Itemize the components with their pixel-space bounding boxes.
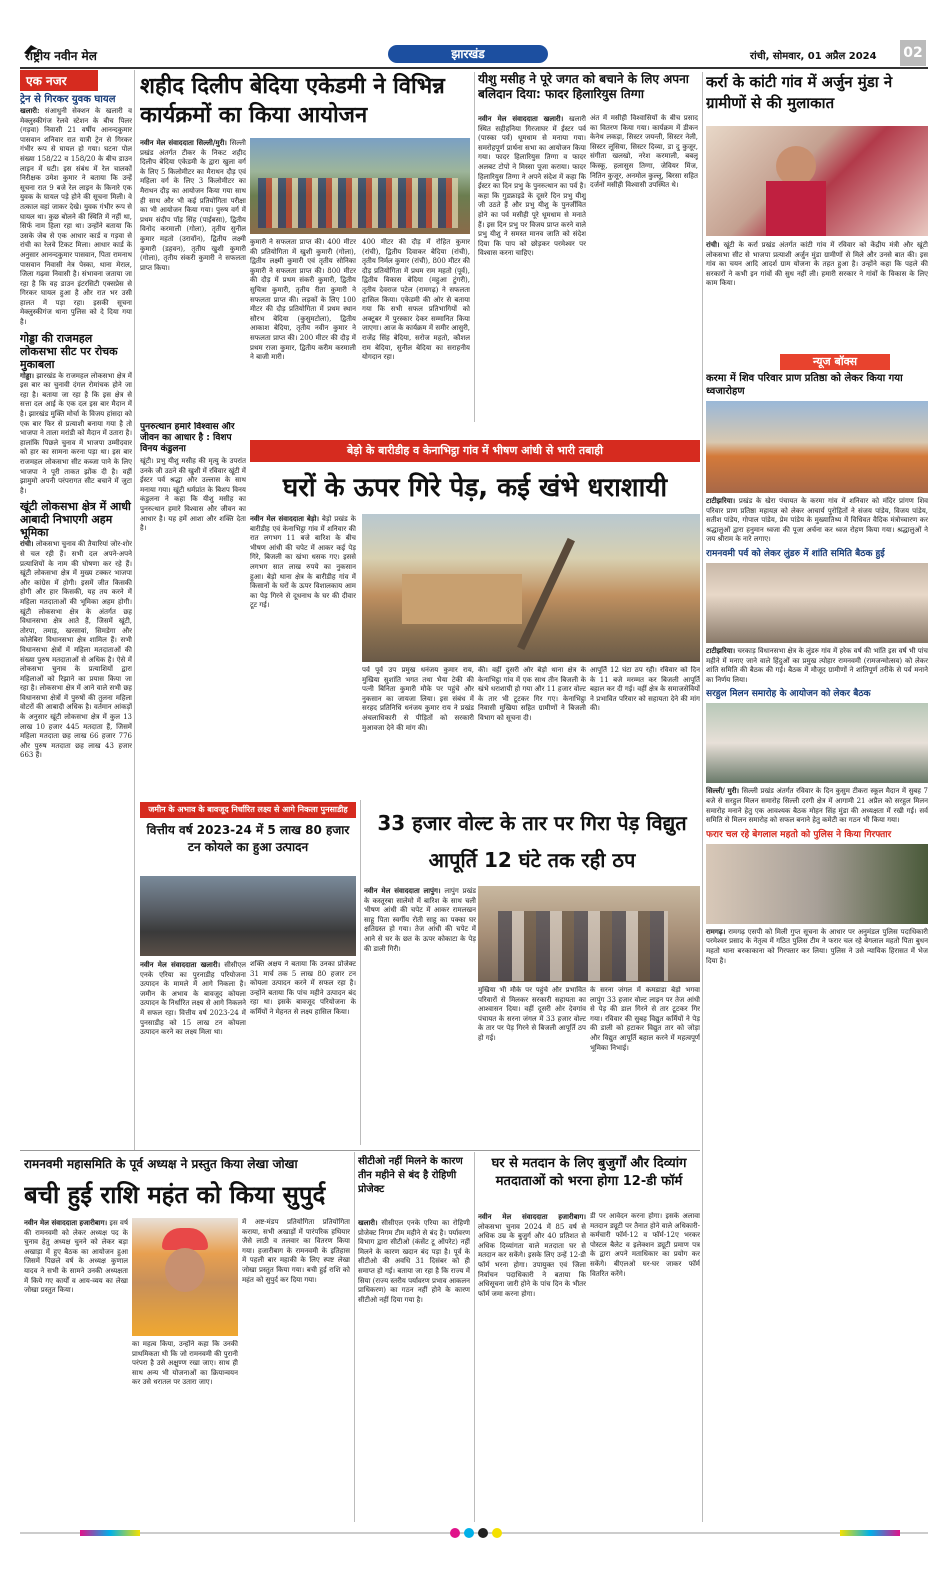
coal-headline: वित्तीय वर्ष 2023-24 में 5 लाख 80 हजार टन कोयले का हुआ उत्पादन bbox=[146, 823, 350, 854]
dateline: रांची, सोमवार, 01 अप्रैल 2024 bbox=[750, 51, 877, 62]
easter-body: नवीन मेल संवाददाता खलारी। खलारी स्थित सहीहनिया गिरजाघर में ईस्टर पर्व (पास्का पर्व) धूमधाम से मनाया गया। समरोहपूर्ण प्रार्थना सभा का आयोजन किया गया। फादर हिलारियुस तिग्गा व फादर अलबट टोपो ने मिस्सा पूजा कराया। फादर हिलारियुस तिग्गा ने अपने संदेश में कहा कि ईस्टर का दिन प्रभु के पुनरुत्थान का पर्व है। कहा कि गुडफ्राइडे के दूसरे दिन प्रभु यीशु जी उठते हैं और प्रभु यीशु के पुनर्जीवित होने का पर्व मसीही पूरे धूमधाम से मनाते हैं। इस दिन प्रभु पर विजय प्राप्त करने वाले प्रभु यीशु ने समस्त मानव जाति को संदेश दिया कि पाप को छोड़कर परमेश्वर पर विश्वास करना चाहिए। bbox=[478, 114, 586, 258]
news-item-body: टाटीझरिया। प्रखंड के खेरा पंचायत के करमा गांव में शनिवार को मंदिर प्रांगण शिव परिवार प्राण प्रतिष्ठा महायज्ञ को लेकर आचार्य पुरोहितों ने संजय पांडेय, विजय पांडेय, सतीश पांडेय, गोपाल पांडेय, प्रेम पांडेय के मुख्यातिथ्य में विधिवत वैदिक मंत्रोच्चारण कर श्रद्धालुओं द्वारा हनुमान ध्वजा की पूजा अर्चना कर ध्वज रोहण किया गया। श्रद्धालुओं ने जय श्रीराम के नारे लगाए। bbox=[706, 496, 928, 544]
registration-bar bbox=[20, 1528, 928, 1538]
news-item-title: रामनवमी पर्व को लेकर लुंडरु में शांति समिति बैठक हुई bbox=[706, 548, 885, 559]
story-title: खूंटी लोकसभा क्षेत्र में आधी आबादी निभाएगी अहम भूमिका bbox=[20, 500, 131, 540]
academy-body: कुमारी ने सफलता प्राप्त की। 400 मीटर की प्रतियोगिता में खुशी कुमारी (गोला), द्वितीय लक्ष्मी कुमारी एवं तृतीय सोनिका कुमारी ने सफलता प्राप्त की। 800 मीटर की दौड़ में प्रथम संकरी कुमारी, द्वितीय सुचित्रा कुमारी, तृतीय रीता कुमारी ने सफलता प्राप्त की। लड़कों के लिए 100 मीटर की दौड़ प्रतियोगिता में प्रथम स्थान सौरभ बेदिया (कुसुमटोला), द्वितीय आकाश बेदिया, तृतीय नवीन कुमार ने सफलता प्राप्त की। 200 मीटर की दौड़ में प्रथम राजा कुमार, द्वितीय करीम करमाली ने बाजी मारी। bbox=[250, 238, 356, 362]
story-title: ट्रेन से गिरकर युवक घायल bbox=[20, 94, 116, 105]
story-body: गोड्डा। झारखंड के राजमहल लोकसभा क्षेत्र में इस बार का चुनावी दंगल रोमांचक होने जा रहा है। बताया जा रहा है कि इस क्षेत्र से सत्ता दल आई के एक दल इस बार मैदान में है। झारखंड मुक्ति मोर्चा के विजय हांसदा को एक बार फिर से प्रत्याशी बनाया गया है तो भाजपा ने ताला मरांडी को मैदान में उतारा है। हालांकि पिछले चुनाव में भाजपा उम्मीदवार को हार का सामना करना पड़ा था। इस बार राजमहल लोकसभा सीट कब्जा पाने के लिए भाजपा ने पूरी ताकत झोंक दी है। वहीं झामुमो अपनी परंपरागत सीट बचाने में जुटा है। bbox=[20, 370, 132, 495]
villagers-photo bbox=[478, 886, 700, 982]
mahant-body: का महत्व किया, उन्होंने कहा कि उनकी प्राथमिकता थी कि जो रामनवमी की पुरानी परंपरा है उसे अक्षुण्ण रखा जाए। साथ ही साथ अन्य भी योजनाओं का क्रियान्वयन कर उसे धरातल पर उतारा जाए। bbox=[132, 1340, 238, 1387]
mahant-photo bbox=[132, 1218, 238, 1336]
news-item-body: टाटीझरिया। चरकाड़ विधानसभा क्षेत्र के लुंडरु गांव में हरेक वर्ष की भांति इस वर्ष भी पांच महीने में मनाए जाने वाले हिंदुओं का प्रमुख त्योहार रामनवमी (रामजन्मोत्सव) को लेकर शांति समिति की बैठक की गई। बैठक में मौजूद ग्रामीणों ने शांतिपूर्ण तरीके से पर्व मनाने का निर्णय लिया। bbox=[706, 645, 928, 684]
storm-body: आपूर्ति 12 घंटा ठप रही। रविवार को दिन के 11 बजे मरम्मत कर बिजली आपूर्ति बहाल कर दी गई। वहीं क्षेत्र के समाजसेवियों ने प्रभावित परिवार को सहायता देने की मांग की। bbox=[590, 666, 700, 713]
section-tab: झारखंड bbox=[388, 45, 548, 63]
mahant-body: नवीन मेल संवाददाता हजारीबाग। इस वर्ष की रामनवमी को लेकर अध्यक्ष पद के चुनाव हेतु अध्यक्ष चुनने को लेकर बड़ा अखाड़ा में हुए बैठक का आयोजन हुआ जिसमें पिछले वर्ष के अध्यक्ष कुणाल यादव ने सभी के सामने उनकी अध्यक्षता में किये गए कार्यों व आय-व्यय का लेखा जोखा प्रस्तुत किया। bbox=[24, 1218, 128, 1295]
munda-photo bbox=[706, 126, 928, 236]
coal-kicker: जमीन के अभाव के बावजूद निर्धारित लक्ष्य से आगे निकला पुनसाडीह bbox=[140, 802, 356, 818]
academy-headline: शहीद दिलीप बेदिया एकेडमी ने विभिन्न कार्यक्रमों का किया आयोजन bbox=[140, 74, 445, 128]
story-title: गोड्डा की राजमहल लोकसभा सीट पर रोचक मुकाबला bbox=[20, 331, 118, 371]
munda-body: रांची। खूंटी के कर्रा प्रखंड अंतर्गत कांटी गांव में रविवार को केंद्रीय मंत्री और खूंटी लोकसभा सीट से भाजपा प्रत्याशी अर्जुन मुंडा ग्रामीणों से मिले और उनसे बात की। इस गांव का चयन आदि आदर्श ग्राम योजना के तहत हुआ है। उन्होंने कहा कि पहले की सरकारों ने कभी इन गांवों की सुध नहीं ली। हमारी सरकार ने गांवों के विकास के लिए काम किया। bbox=[706, 240, 928, 288]
easter-body: अंत में मसीही विश्वासियों के बीच प्रसाद का वितरण किया गया। कार्यक्रम में डीकन केनेथ लकड़ा, सिस्टर जयन्ती, सिस्टर नेली, सिस्टर लूसिया, सिस्टर दिव्या, डा दु कुजूर, संगीता खलखो, नरेश करमाली, बबलू किस्कू, हलासुस तिग्गा, जेवियर मिंज, नितिन कुजूर, अनमोल कुल्लू, बिरसा सहित दर्जनों मसीही विश्वासी उपस्थित थे। bbox=[590, 114, 698, 190]
fallen-tree-photo bbox=[362, 514, 700, 662]
munda-headline: कर्रा के कांटी गांव में अर्जुन मुंडा ने ग्रामीणों से की मुलाकात bbox=[706, 73, 893, 112]
arrest-photo bbox=[706, 844, 928, 924]
story-body: रांची। लोकसभा चुनाव की तैयारियां जोर-शोर से चल रही हैं। सभी दल अपने-अपने प्रत्याशियों के नाम की घोषणा कर रहे हैं। खूंटी लोकसभा क्षेत्र में मुख्य टक्कर भाजपा और कांग्रेस में होगी। इसमें जीत किसकी होगी और हार किसकी, यह तय करने में महिला मतदाताओं की भूमिका अहम होगी। खूंटी लोकसभा क्षेत्र के अंतर्गत छह विधानसभा क्षेत्र आते हैं, जिसमें खूंटी, तोरपा, तमाड़, खरसावां, सिमडेगा और कोलेबिरा विधानसभा क्षेत्र शामिल हैं। सभी विधानसभा क्षेत्रों में महिला मतदाताओं की संख्या पुरुष मतदाताओं से अधिक है। ऐसे में लोकसभा चुनाव के प्रत्याशियों द्वारा महिलाओं को रिझाने का प्रयास किया जा रहा है। लोकसभा क्षेत्र में आने वाले सभी छह विधानसभा क्षेत्रों में पुरुषों की तुलना महिला वोटरों की आबादी अधिक है। वर्तमान आंकड़ों के अनुसार खूंटी लोकसभा क्षेत्र में कुल 13 लाख 10 हजार 445 मतदाता हैं, जिसमें महिला मतदाता छह लाख 66 हजार 776 और पुरुष मतदाता छह लाख 43 हजार 663 हैं। bbox=[20, 539, 132, 760]
column-divider bbox=[474, 1152, 475, 1522]
news-box-label: न्यूज बॉक्स bbox=[780, 354, 890, 370]
mahant-kicker: रामनवमी महासमिति के पूर्व अध्यक्ष ने प्रस्तुत किया लेखा जोखा bbox=[24, 1157, 298, 1171]
wire-headline: 33 हजार वोल्ट के तार पर गिरा पेड़ विद्युत आपूर्ति 12 घंटे तक रही ठप bbox=[377, 811, 687, 872]
storm-body: पर्व पूर्व उप प्रमुख धनंजय कुमार राय, मुखिया सुशांति भगत तथा भैया टेकी की पत्नी बिनिता कुमारी मौके पर पहुंचे और नुकसान का जायजा लिया। इस संबंध में सरहद प्रतिनिधि धनंजय कुमार राय ने प्रखंड अंचलाधिकारी से पीड़ितों को सरकारी मुआवजा देने की मांग की। bbox=[362, 666, 474, 732]
coal-body: नवीन मेल संवाददाता खलारी। सीसीएल एनके एरिया का पुरनाडीह परियोजना उत्पादन के मामले में आगे निकला है। जमीन के अभाव के बावजूद कोयला उत्पादन के निर्धारित लक्ष्य से आगे निकलने में सफल रहा। वित्तीय वर्ष 2023-24 में पुनसाडीह को 15 लाख टन कोयला उत्पादन करने का लक्ष्य मिला था। bbox=[140, 960, 246, 1037]
substory-body: खूंटी। प्रभु यीशु मसीह की मृत्यु के उपरांत उनके जी उठने की खुशी में रविवार खूंटी में ईस्टर पर्व श्रद्धा और उल्लास के साथ मनाया गया। खूंटी धर्मप्रांत के बिशप विनय कंडुलना ने कहा कि यीशु मसीह का पुनरुत्थान हमारे विश्वास और जीवन का आधार है। यह हमें आशा और शक्ति देता है। bbox=[140, 457, 246, 533]
vote-body: डी पर आवेदन करना होगा। इसके अलावा मतदान ड्यूटी पर तैनात होने वाले अधिकारी-कर्मचारी फॉर्म-12 व फॉर्म-12ए भरकर पोस्टल बैलेट व इलेक्शन ड्यूटी प्रमाण पत्र के द्वारा अपने मताधिकार का प्रयोग कर सकेंगे। बीएलओ घर-घर जाकर फॉर्म वितरित करेंगे। bbox=[590, 1212, 700, 1278]
wire-body: के सरना जंगल में कमडाडा बेड़ो भगवा लापुंग 33 हजार वोल्ट लाइन पर तेज आंधी से पेड़ की डाल गिरने से तार टूटकर गिर गया। रविवार की सुबह विद्युत कर्मियों ने पेड़ की डाली को हटाकर विद्युत तार को जोड़ा और विद्युत आपूर्ति बहाल करने में महत्वपूर्ण भूमिका निभाई। bbox=[590, 986, 700, 1052]
paper-name: राष्ट्रीय नवीन मेल bbox=[25, 49, 97, 63]
column-divider bbox=[360, 800, 361, 1145]
section-label: एक नजर bbox=[20, 70, 98, 91]
wire-body: नवीन मेल संवाददाता लापुंग। लापुंग प्रखंड के कस्तूरबा सालेमो में बारिश के साथ चली भीषण आंधी की चपेट में आकर रामलखन साहू पिता स्वर्गीय रोती साहू का पक्का घर क्षतिग्रस्त हो गया। तेज आंधी की चपेट में आने से घर के छत के ऊपर कोकाटा के पेड़ की डाली गिरी। bbox=[364, 886, 476, 953]
news-item-title: सरहुल मिलन समारोह के आयोजन को लेकर बैठक bbox=[706, 689, 871, 700]
academy-body: नवीन मेल संवाददाता सिल्ली/मुरी। सिल्ली प्रखंड अंतर्गत टीकर के निकट शहीद दिलीप बेदिया एकेडमी के द्वारा खुला वर्ग के लिए 5 किलोमीटर का मैराथन दौड़ एवं महिला वर्ग के लिए 3 किलोमीटर का मैराथन दौड़ का आयोजन किया गया साथ ही साथ और भी कई प्रतियोगिता परीक्षा का भी आयोजन किया गया। पुरुष वर्ग में प्रथम संदीप पॉड़ सिंह (पाईबसा), द्वितीय विनोद करमाली (गोला), तृतीय सुनील कुमार महतो (उरावॉन), द्वितीय लक्ष्मी कुमारी (डहवन), तृतीय खुशी कुमारी (गोला), तृतीय संकरी कुमारी ने सफलता प्राप्त किया। bbox=[140, 138, 246, 272]
news-item-body: रामगढ़। रामगढ़ एसपी को मिली गुप्त सूचना के आधार पर अनुमंडल पुलिस पदाधिकारी परमेश्वर प्रसाद के नेतृत्व में गठित पुलिस टीम ने फरार चल रहे बेगलाल महतो पिता बुधन महतो थाना बरकाकाना को गिरफ्तार कर लिया। पुलिस ने उसे न्यायिक हिरासत में भेज दिया है। bbox=[706, 926, 928, 965]
rohini-headline: सीटीओ नहीं मिलने के कारण तीन महीने से बंद है रोहिणी प्रोजेक्ट bbox=[358, 1156, 463, 1195]
column-divider bbox=[702, 354, 703, 1522]
mahant-body: में अष्ट-मंडप प्रतियोगिता प्रतियोगिता कराया, सभी अखाड़ों में पारंपरिक हथियार जैसे लाठी व तलवार का वितरण किया गया। हजारीबाग के रामनवमी के इतिहास में पहली बार महाकी के लिए स्पष्ट लेखा जोखा प्रस्तुत किया गया। बची हुई राशि को महंत को सुपुर्द कर दिया गया। bbox=[242, 1218, 350, 1284]
vote-headline: घर से मतदान के लिए बुजुर्गों और दिव्यांग मतदाताओं को भरना होगा 12-डी फॉर्म bbox=[491, 1156, 687, 1189]
mahant-headline: बची हुई राशि महंत को किया सुपुर्द bbox=[24, 1181, 326, 1209]
news-box bbox=[706, 372, 928, 1300]
storm-headline: घरों के ऊपर गिरे पेड़, कई खंभे धराशायी bbox=[282, 473, 668, 503]
masthead-rule bbox=[20, 67, 928, 69]
page-number: 02 bbox=[900, 40, 926, 66]
storm-body: नवीन मेल संवाददाता बेड़ो। बेड़ो प्रखंड के बारीडीह एवं केनाभिट्ठा गांव में शनिवार की रात लगभग 11 बजे बारिश के बीच भीषण आंधी की चपेट में आकर कई पेड़ गिरे, बिजली का खंभा धसक गए। इससे लगभग सात लाख रुपये का नुकसान हुआ। बेड़ो थाना क्षेत्र के बारीडीह गांव में किसानों के घरों के ऊपर विशालकाय आम का पेड़ गिरने से दूधनाथ के घर की दीवार टूट गई। bbox=[250, 514, 356, 610]
column-divider bbox=[474, 72, 475, 422]
vote-body: नवीन मेल संवाददाता हजारीबाग। लोकसभा चुनाव 2024 में 85 वर्ष से अधिक उम्र के बुजुर्ग और 40 प्रतिशत से अधिक दिव्यांगता वाले मतदाता घर से मतदान कर सकेंगे। इसके लिए उन्हें 12-डी फॉर्म भरना होगा। उपायुक्त एवं जिला निर्वाचन पदाधिकारी ने बताया कि अधिसूचना जारी होने के पांच दिन के भीतर फॉर्म जमा करना होगा। bbox=[478, 1212, 586, 1298]
athletes-photo bbox=[250, 138, 470, 234]
masthead bbox=[20, 38, 928, 68]
section-rule bbox=[20, 1150, 700, 1151]
sarhul-meeting-photo bbox=[706, 703, 928, 783]
left-column bbox=[20, 70, 132, 1147]
academy-body: 400 मीटर की दौड़ में रोहित कुमार (रांची), द्वितीय दिवाकर बेदिया (रांची), तृतीय निर्मल कुमार (रांची), 800 मीटर की दौड़ प्रतियोगिता में प्रथम राम महतो (पूर्व), द्वितीय विकास बेदिया (महुआ टुंगरी), तृतीय देवराज पटेल (रामगढ़) ने सफलता हासिल किया। एकेडमी की ओर से बताया गया कि सभी सफल प्रतिभागियों को अक्टूबर में पुरस्कार देकर सम्मानित किया जाएगा। आज के कार्यक्रम में समीर आसुरी, राजेंद्र सिंह बेदिया, सरोज महतो, कौशल राम बेदिया, सुनील बेदिया का सराहनीय योगदान रहा। bbox=[362, 238, 470, 362]
news-item-body: सिल्ली/ मुरी। सिल्ली प्रखंड अंतर्गत रविवार के दिन कुसुम टीकरा स्कूल मैदान में सुबह 7 बजे से सरहुल मिलन समारोह सिल्ली दरगी क्षेत्र में आगामी 21 अप्रैल को सरहुल मिलन समारोह मनाने हेतु एक आवश्यक बैठक मोहन सिंह मुंडा की अध्यक्षता में रखी गई। सर्व समिति से मिलन समारोह को सफल बनाने हेतु कमेटी का गठन भी किया गया। bbox=[706, 786, 928, 825]
news-item-title: फरार चल रहे बेगलाल महतो को पुलिस ने किया गिरफ्तार bbox=[706, 829, 892, 840]
column-divider bbox=[354, 1152, 355, 1522]
storm-kicker: बेड़ो के बारीडीह व केनाभिट्ठा गांव में भीषण आंधी से भारी तबाही bbox=[250, 440, 700, 462]
rohini-body: खलारी। सीसीएल एनके एरिया का रोहिणी प्रोजेक्ट निगम टीम महीने से बंद है। पर्यावरण विभाग द्वारा सीटीओ (कंसेंट टू ऑपरेट) नहीं मिलने के कारण खदान बंद पड़ा है। पूर्व के सीटीओ की अवधि 31 दिसंबर को ही समाप्त हो गई। बताया जा रहा है कि राज्य में सिया (राज्य स्तरीय पर्यावरण प्रभाव आकलन प्राधिकरण) का गठन नहीं होने के कारण सीटीओ नहीं दिया गया है। bbox=[358, 1218, 470, 1304]
news-item-title: करमा में शिव परिवार प्राण प्रतिष्ठा को लेकर किया गया ध्वजारोहण bbox=[706, 373, 903, 397]
meeting-photo bbox=[706, 563, 928, 643]
coal-body: शक्ति अक्षय ने बताया कि उनका प्रोजेक्ट 31 मार्च तक 5 लाख 80 हजार टन कोयला उत्पादन करने में सफल रहा है। उन्होंने बताया कि पांच महीने उत्पादन बंद रहा था। इसके बावजूद परियोजना के कर्मियों ने मेहनत से लक्ष्य हासिल किया। bbox=[250, 960, 356, 1016]
substory-title: पुनरुत्थान हमारे विश्वास और जीवन का आधार है : विशप विनय कंडुलना bbox=[140, 422, 235, 454]
easter-headline: यीशु मसीह ने पूरे जगत को बचाने के लिए अपना बलिदान दिया: फादर हिलारियुस तिग्गा bbox=[478, 72, 689, 101]
karma-flag-photo bbox=[706, 401, 928, 493]
easter-substory bbox=[140, 422, 246, 737]
storm-body: की। वहीं दूसरी ओर बेड़ो थाना क्षेत्र के केनाभिट्ठा गांव में एक साथ तीन बिजली के खंभे धराशायी हो गया और 11 हजार वोल्ट के तार भी टूटकर गिर गए। केनाभिट्ठा निवासी मुखिया सहित ग्रामीणों ने बिजली विभाग को सूचना दी। bbox=[478, 666, 586, 722]
story-body: खलारी: संआधुनी सेक्शन के खलारी व मेक्लुस्कीगंज रेलवे स्टेशन के बीच पिलर (गड़वा) निवासी 21 वर्षीय आनन्दकुमार पासवान शनिवार रात यात्री ट्रेन से गिरकर गंभीर रूप से घायल हो गया। घटना पोल संख्या 158/22 व 158/20 के बीच डाउन लाइन में घटी। इस संबंध में रेल चालकों निरीक्षक उमेश कुमार ने बताया कि उन्हें सूचना रात 9 बजे रेल लाइन के किनारे एक युवक के घायल पड़े होने की सूचना मिली। वे तत्काल वहां जाकर देखे। युवक गंभीर रूप से घायल था। कुछ बोलने की स्थिति में नहीं था, सिर्फ नाम हिला रहा था। उन्होंने बताया कि उसके जेब से एक आधार कार्ड व गड़वा से रांची का रेलवे टिकट मिला। आधार कार्ड के अनुसार आनन्दकुमार पासवान, पिता रामनाथ पासवान निवासी नेत्र पेस्का, थाना मेराल, जिला गढ़वा निवासी है। संभावना जताया जा रहा है कि वह डाउन इंटरसिटी एक्सप्रेस से गिरकर घायल हुआ है और रात भर उसी हालत में पड़ा रहा। इसकी सूचना मेक्लुस्कीगंज थाना पुलिस को दे दिया गया है। bbox=[20, 106, 132, 327]
wire-body: मुखिया भी मौके पर पहुंचे और प्रभावित परिवारों से मिलकर सरकारी सहायता का आश्वासन दिया। वहीं दूसरी ओर देवगांव पंचायत के सरना जंगल में 33 हजार वोल्ट के तार पर पेड़ गिरने से बिजली आपूर्ति ठप हो गई। bbox=[478, 986, 586, 1042]
coal-mine-photo bbox=[140, 876, 356, 956]
column-divider bbox=[134, 70, 135, 1150]
